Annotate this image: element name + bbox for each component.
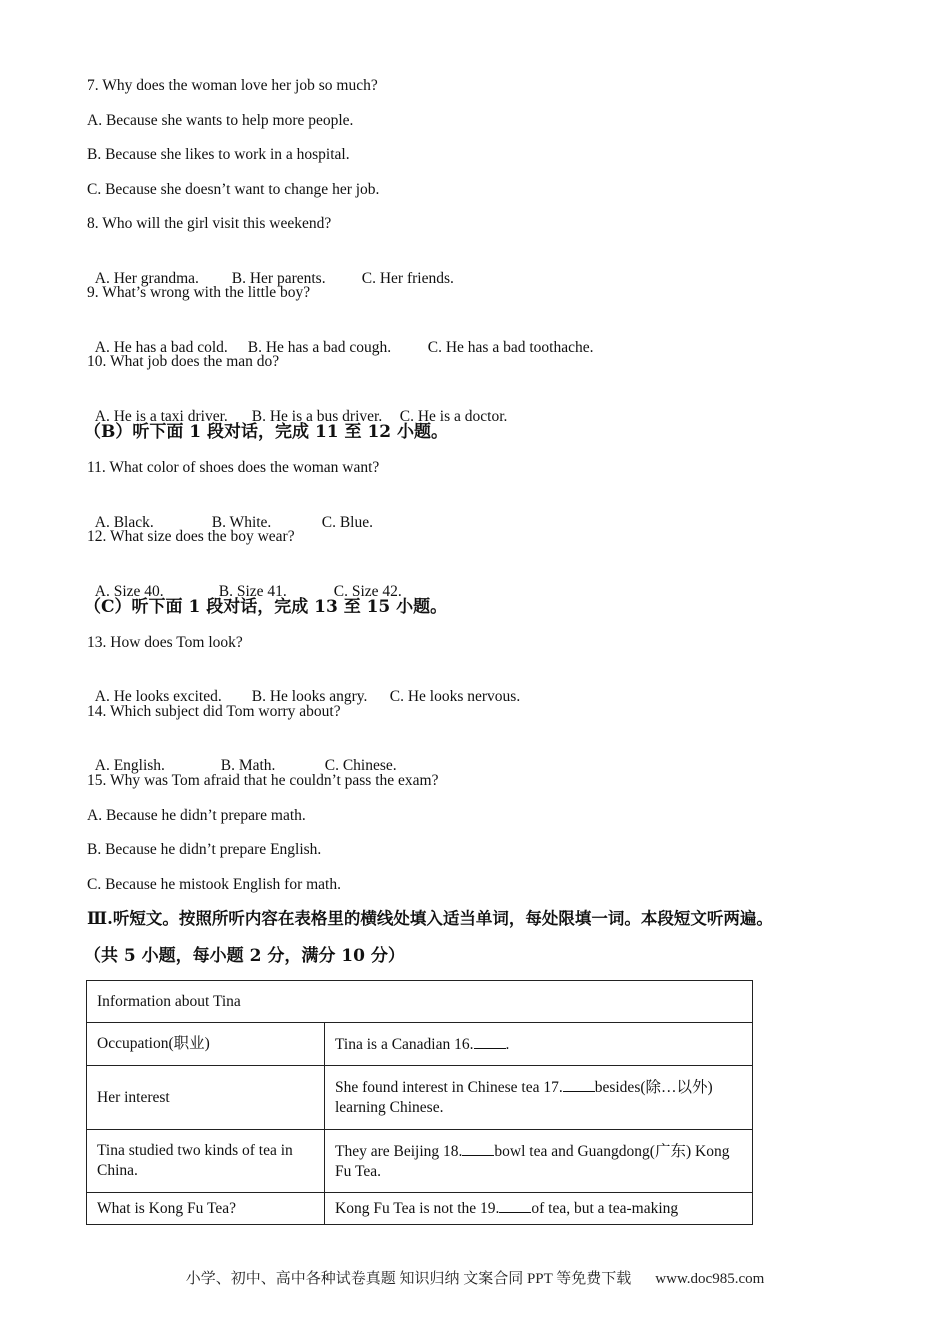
table-header: Information about Tina: [87, 981, 753, 1023]
row-text-before: Kong Fu Tea is not the 19.: [335, 1200, 500, 1217]
q14-options: [87, 736, 397, 776]
q8-option-c: C. Her friends.: [361, 270, 454, 287]
question-14: 14. Which subject did Tom worry about?: [87, 703, 341, 720]
q15-option-a: A. Because he didn’t prepare math.: [87, 807, 306, 824]
answer-blank-19[interactable]: [499, 1198, 531, 1213]
q11-option-a: A. Black.: [94, 514, 154, 531]
row-value: [325, 1193, 753, 1225]
table-header-row: [87, 981, 753, 1023]
q13-options: [87, 667, 520, 707]
tina-info-table: [86, 980, 753, 1225]
question-8: 8. Who will the girl visit this weekend?: [87, 215, 332, 232]
q12-option-c: C. Size 42.: [333, 583, 402, 600]
row-text-after: bowl tea and Guangdong(广东) Kong Fu Tea.: [335, 1142, 730, 1180]
q8-option-a: A. Her grandma.: [94, 270, 199, 287]
row-text-after: of tea, but a tea-making: [531, 1200, 679, 1217]
q12-option-a: A. Size 40.: [94, 583, 164, 600]
q13-option-b: B. He looks angry.: [251, 688, 368, 705]
q14-option-b: B. Math.: [220, 757, 276, 774]
row-label: Her interest: [87, 1066, 325, 1130]
footer-url[interactable]: www.doc985.com: [655, 1271, 765, 1287]
row-value: [325, 1130, 753, 1193]
row-text-before: She found interest in Chinese tea 17.: [335, 1079, 563, 1096]
q9-option-a: A. He has a bad cold.: [94, 339, 228, 356]
row-text-before: Tina is a Canadian 16.: [335, 1035, 474, 1053]
q14-option-c: C. Chinese.: [324, 757, 397, 774]
table-row: [87, 1023, 753, 1066]
row-label: What is Kong Fu Tea?: [87, 1193, 325, 1225]
q13-option-c: C. He looks nervous.: [389, 688, 521, 705]
question-10: 10. What job does the man do?: [87, 353, 280, 370]
row-label: Occupation(职业): [87, 1023, 325, 1066]
row-value: [325, 1066, 753, 1130]
q15-option-c: C. Because he mistook English for math.: [87, 876, 341, 893]
q9-option-c: C. He has a bad toothache.: [427, 339, 594, 356]
question-9: 9. What’s wrong with the little boy?: [87, 284, 311, 301]
question-11: 11. What color of shoes does the woman want?: [87, 459, 380, 476]
row-text-after: besides(除…以外) learning Chinese.: [335, 1079, 713, 1116]
row-value: [325, 1023, 753, 1066]
table-row: [87, 1066, 753, 1130]
q8-option-b: B. Her parents.: [231, 270, 326, 287]
page-footer: [0, 1269, 950, 1289]
q11-option-b: B. White.: [211, 514, 272, 531]
q7-option-a: A. Because she wants to help more people.: [87, 112, 354, 129]
q14-option-a: A. English.: [94, 757, 165, 774]
q10-option-a: A. He is a taxi driver.: [94, 408, 228, 425]
section-iii-heading: Ⅲ.听短文。按照所听内容在表格里的横线处填入适当单词，每处限填一词。本段短文听两遍。: [87, 909, 773, 928]
row-text-after: .: [505, 1035, 510, 1053]
question-12: 12. What size does the boy wear?: [87, 528, 295, 545]
table-row: [87, 1193, 753, 1225]
section-b-heading: （B）听下面 1 段对话，完成 11 至 12 小题。: [84, 422, 449, 442]
q15-option-b: B. Because he didn’t prepare English.: [87, 841, 322, 858]
answer-blank-17[interactable]: [563, 1077, 595, 1092]
question-13: 13. How does Tom look?: [87, 634, 243, 651]
row-text-before: They are Beijing 18.: [335, 1142, 463, 1160]
row-label: Tina studied two kinds of tea in China.: [87, 1130, 325, 1193]
section-iii-note: （共 5 小题，每小题 2 分，满分 10 分）: [84, 946, 405, 966]
question-15: 15. Why was Tom afraid that he couldn’t pass the exam?: [87, 772, 439, 789]
q7-option-c: C. Because she doesn’t want to change her job.: [87, 181, 380, 198]
q10-option-c: C. He is a doctor.: [399, 408, 508, 425]
question-7: 7. Why does the woman love her job so much?: [87, 77, 378, 94]
section-c-heading: （C）听下面 1 段对话，完成 13 至 15 小题。: [84, 597, 448, 617]
q12-option-b: B. Size 41.: [218, 583, 287, 600]
table-row: [87, 1130, 753, 1193]
q7-option-b: B. Because she likes to work in a hospital.: [87, 146, 350, 163]
q9-option-b: B. He has a bad cough.: [247, 339, 392, 356]
footer-text: 小学、初中、高中各种试卷真题 知识归纳 文案合同 PPT 等免费下载: [185, 1271, 632, 1287]
q11-option-c: C. Blue.: [321, 514, 373, 531]
q10-option-b: B. He is a bus driver.: [251, 408, 383, 425]
answer-blank-18[interactable]: [462, 1141, 494, 1156]
answer-blank-16[interactable]: [474, 1034, 506, 1049]
q13-option-a: A. He looks excited.: [94, 688, 222, 705]
